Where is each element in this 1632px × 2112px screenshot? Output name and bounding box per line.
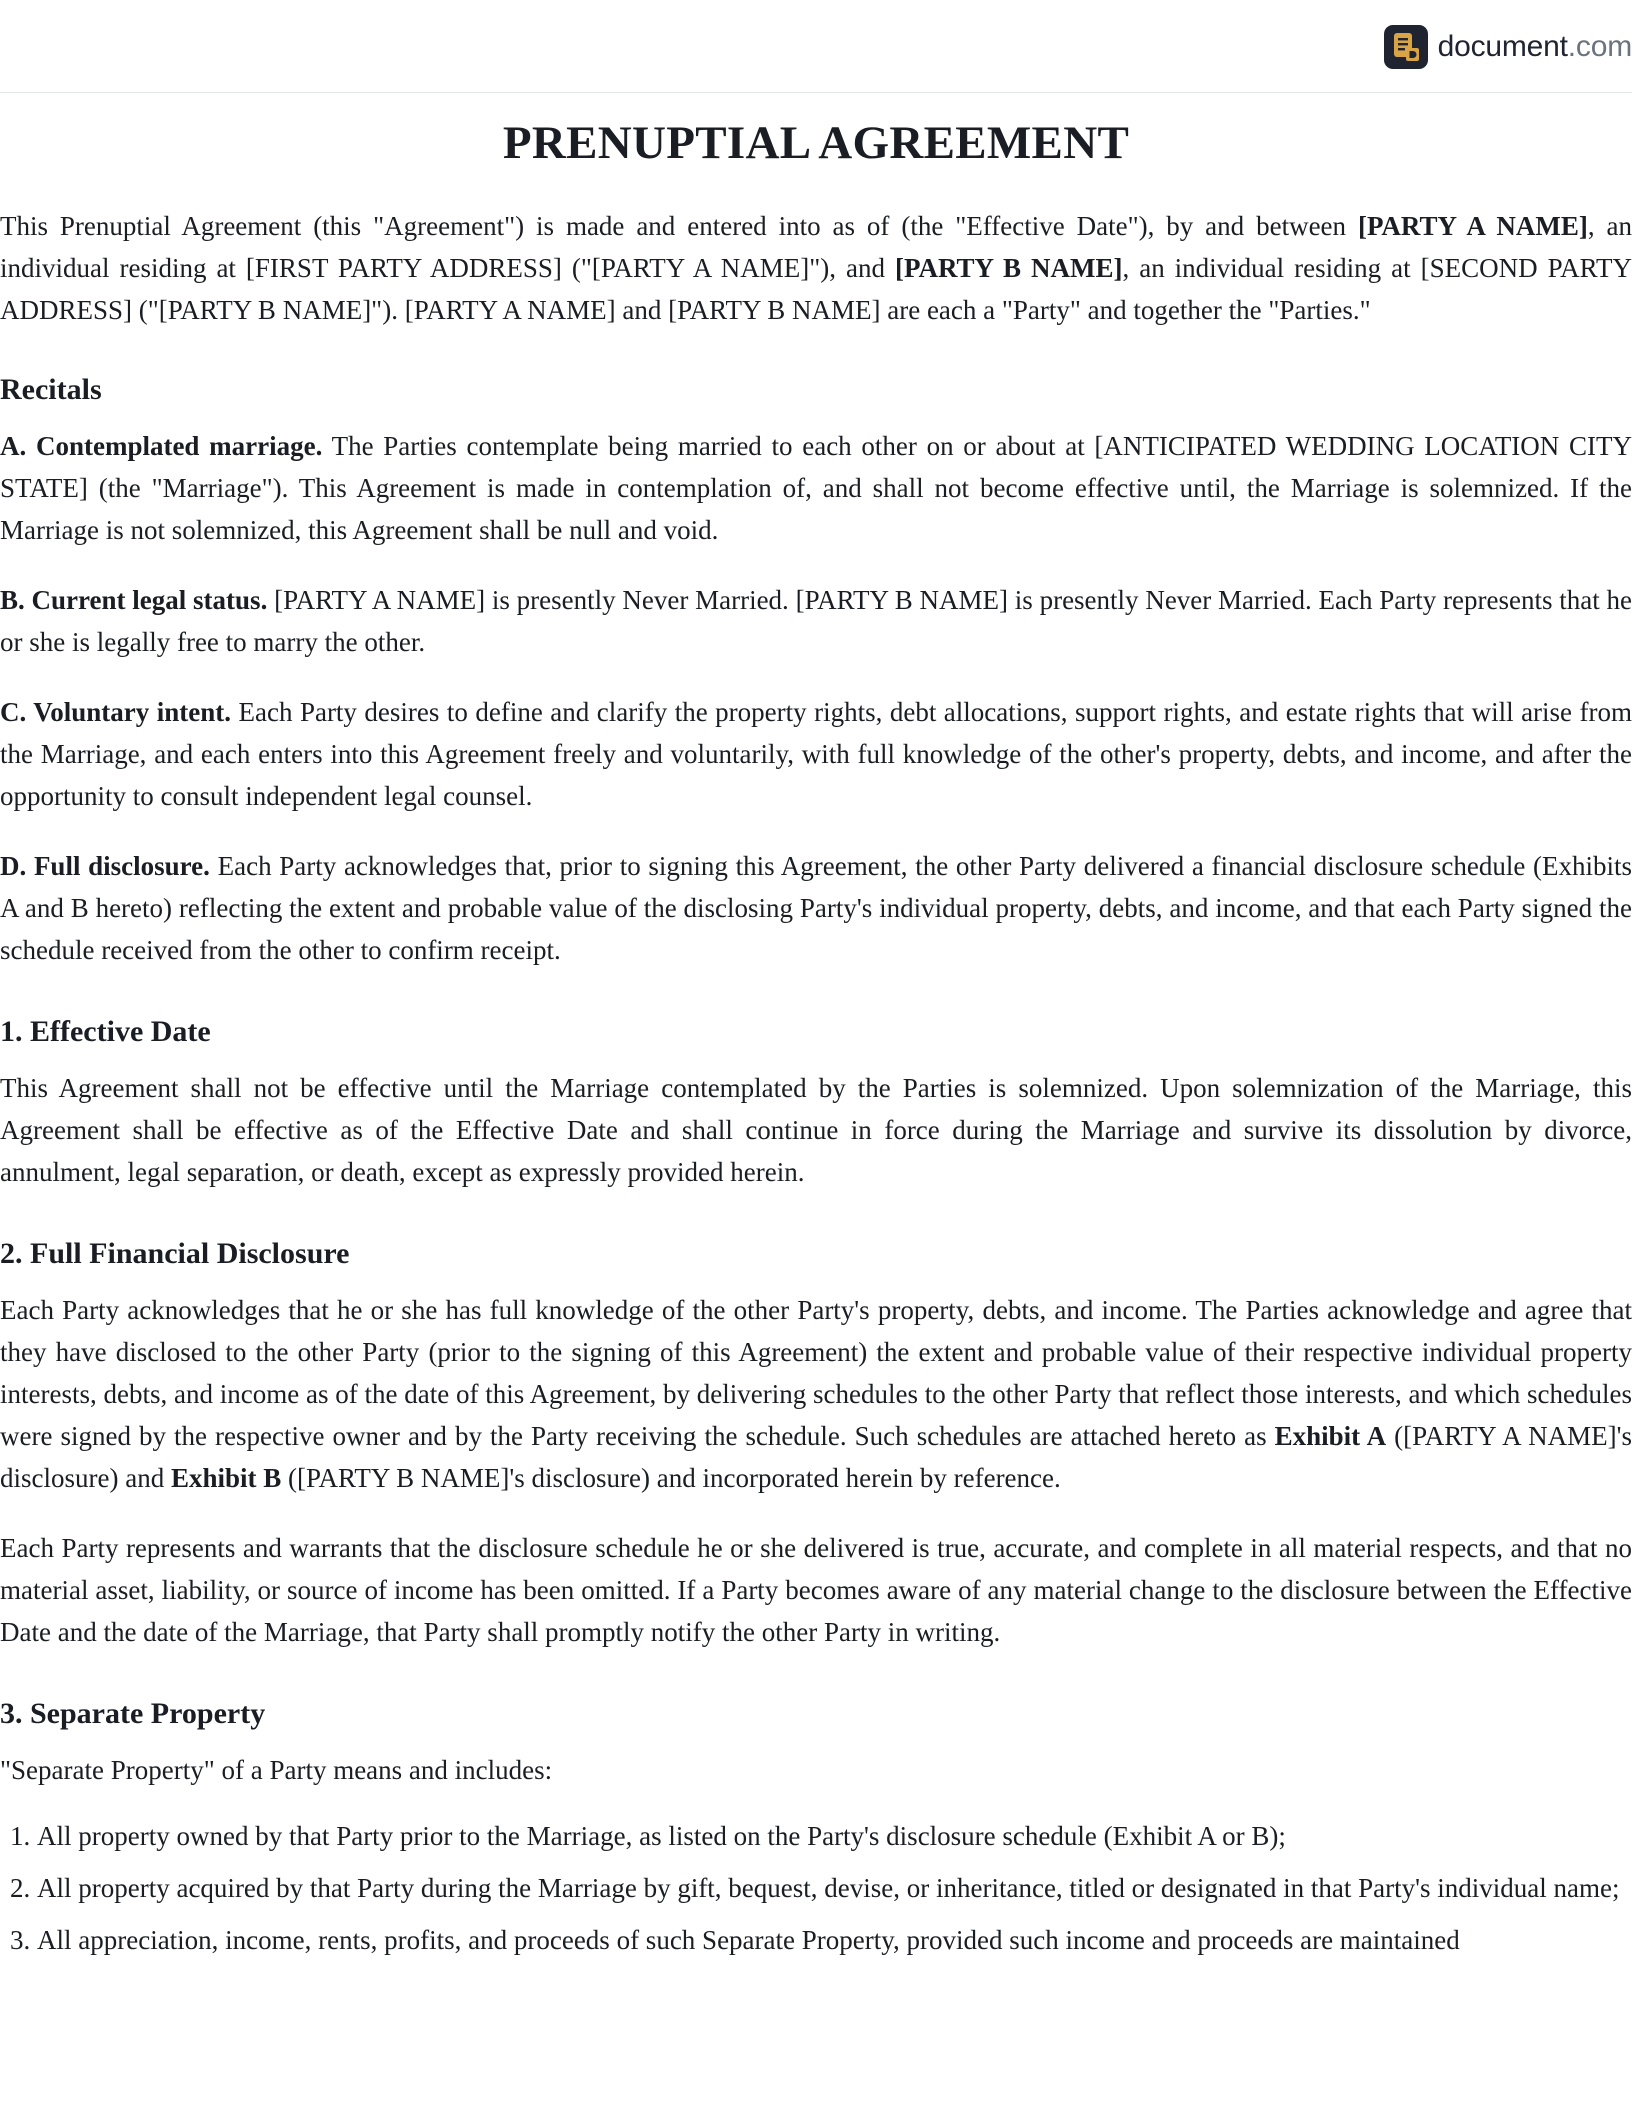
recital-d: D. Full disclosure. Each Party acknowledges that, prior to signing this Agreement, the other Party delivered a financial disclosure schedule (Exhibits A and B hereto) reflecting the extent and probable value of the disclosing Party's individual property, debts, and income, and that each Party signed the schedule received from the other to confirm receipt. (0, 851, 1632, 965)
section-2-paragraph-2: Each Party represents and warrants that the disclosure schedule he or she delivered is true, accurate, and complete in all material respects, and that no material asset, liability, or source of income has been omitted. If a Party becomes aware of any material change to the disclosure between the Effective Date and the date of the Marriage, that Party shall promptly notify the other Party in writing. (0, 1533, 1632, 1647)
recital-a: A. Contemplated marriage. The Parties contemplate being married to each other on or about at [ANTICIPATED WEDDING LOCATION CITY STATE] (the "Marriage"). This Agreement is made in contemplation of, and shall not become effective until, the Marriage is solemnized. If the Marriage is not solemnized, this Agreement shall be null and void. (0, 431, 1632, 545)
recitals-heading: Recitals (0, 373, 102, 406)
recital-b: B. Current legal status. [PARTY A NAME] is presently Never Married. [PARTY B NAME] is presently Never Married. Each Party represents that he or she is legally free to marry the other. (0, 585, 1632, 657)
recital-c: C. Voluntary intent. Each Party desires to define and clarify the property rights, debt allocations, support rights, and estate rights that will arise from the Marriage, and each enters into this Agreement freely and voluntarily, with full knowledge of the other's property, debts, and income, and after the opportunity to consult independent legal counsel. (0, 697, 1632, 811)
brand-link[interactable] (1384, 24, 1632, 70)
section-3-intro: "Separate Property" of a Party means and includes: (0, 1755, 553, 1785)
list-item: 1. All property owned by that Party prior to the Marriage, as listed on the Party's disclosure schedule (Exhibit A or B); (37, 1815, 1632, 1857)
page-title: PRENUPTIAL AGREEMENT (502, 117, 1130, 169)
document-body (0, 93, 1632, 1971)
document-logo-icon (1384, 25, 1428, 69)
list-item: 2. All property acquired by that Party during the Marriage by gift, bequest, devise, or inheritance, titled or designated in that Party's individual name; (37, 1867, 1632, 1909)
separate-property-list (0, 1815, 1632, 1961)
section-1-paragraph: This Agreement shall not be effective until the Marriage contemplated by the Parties is solemnized. Upon solemnization of the Marriage, this Agreement shall be effective as of the Effective Date and shall continue in force during the Marriage and survive its dissolution by divorce, annulment, legal separation, or death, except as expressly provided herein. (0, 1073, 1632, 1187)
section-2-heading: 2. Full Financial Disclosure (0, 1237, 350, 1270)
section-1-heading: 1. Effective Date (0, 1015, 211, 1048)
section-2-paragraph-1: Each Party acknowledges that he or she has full knowledge of the other Party's property, debts, and income. The Parties acknowledge and agree that they have disclosed to the other Party (prior to the signing of this Agreement) the extent and probable value of their respective individual property interests, debts, and income as of the date of this Agreement, by delivering schedules to the other Party that reflect those interests, and which schedules were signed by the respective owner and by the Party receiving the schedule. Such schedules are attached hereto as Exhibit A ([PARTY A NAME]'s disclosure) and Exhibit B ([PARTY B NAME]'s disclosure) and incorporated herein by reference. (0, 1295, 1632, 1493)
site-header (0, 0, 1632, 93)
section-3-heading: 3. Separate Property (0, 1697, 266, 1730)
list-item: 3. All appreciation, income, rents, profits, and proceeds of such Separate Property, provided such income and proceeds are maintained (37, 1919, 1632, 1961)
intro-paragraph: This Prenuptial Agreement (this "Agreement") is made and entered into as of (the "Effective Date"), by and between [PARTY A NAME], an individual residing at [FIRST PARTY ADDRESS] ("[PARTY A NAME]"), and [PARTY B NAME], an individual residing at [SECOND PARTY ADDRESS] ("[PARTY B NAME]"). [PARTY A NAME] and [PARTY B NAME] are each a "Party" and together the "Parties." (0, 211, 1632, 325)
brand-name: document.com (1437, 30, 1632, 63)
